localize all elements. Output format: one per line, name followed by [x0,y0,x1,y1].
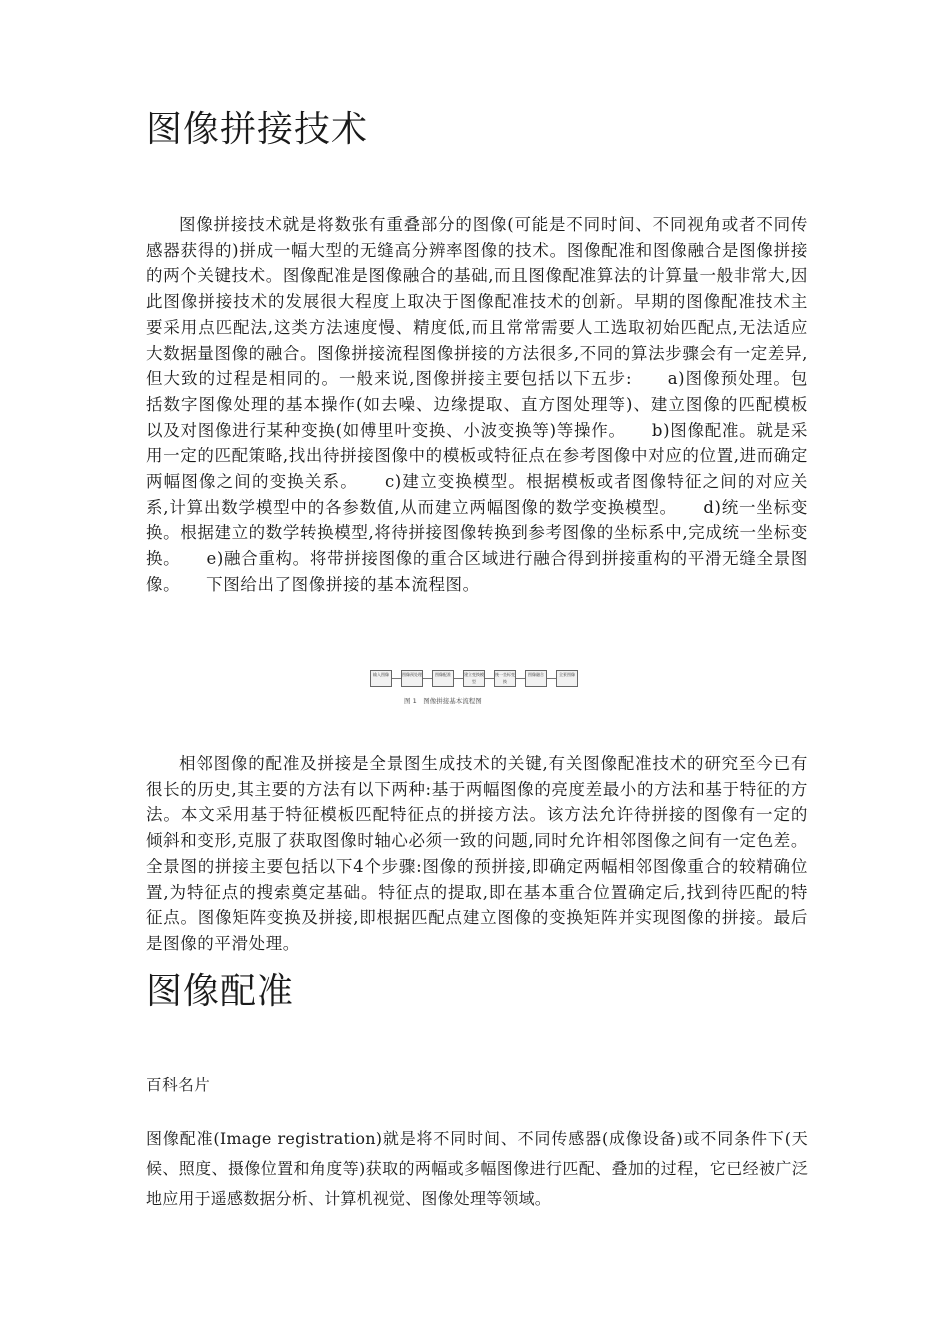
paragraph-panorama-registration: 相邻图像的配准及拼接是全景图生成技术的关键,有关图像配准技术的研究至今已有很长的历史,其主要的方法有以下两种:基于两幅图像的亮度差最小的方法和基于特征的方法。本文采用基于特征模板匹配特征点的拼接方法。该方法允许待拼接的图像有一定的倾斜和变形,克服了获取图像时轴心必须一致的问题,同时允许相邻图像之间有一定色差。全景图的拼接主要包括以下4个步骤:图像的预拼接,即确定两幅相邻图像重合的较精确位置,为特征点的搜索奠定基础。特征点的提取,即在基本重合位置确定后,找到待匹配的特征点。图像矩阵变换及拼接,即根据匹配点建立图像的变换矩阵并实现图像的拼接。最后是图像的平滑处理。 [146,754,808,953]
flowchart-step-registration: 图像配准 [432,670,454,687]
flowchart-arrow [423,678,432,679]
flowchart-arrow [392,678,401,679]
flowchart-arrow [485,678,494,679]
paragraph-image-registration-definition: 图像配准(Image registration)就是将不同时间、不同传感器(成像设备)或不同条件下(天候、照度、摄像位置和角度等)获取的两幅或多幅图像进行匹配、叠加的过程，它已经被广泛地应用于遥感数据分析、计算机视觉、图像处理等领域。 [146,1129,808,1208]
encyclopedia-card-label: 百科名片 [146,1076,211,1094]
flowchart-step-fusion: 图像融合 [525,670,547,687]
flowchart-row [370,670,580,688]
paragraph-image-stitching-intro: 图像拼接技术就是将数张有重叠部分的图像(可能是不同时间、不同视角或者不同传感器获得的)拼成一幅大型的无缝高分辨率图像的技术。图像配准和图像融合是图像拼接的两个关键技术。图像配准是图像融合的基础,而且图像配准算法的计算量一般非常大,因此图像拼接技术的发展很大程度上取决于图像配准技术的创新。早期的图像配准技术主要采用点匹配法,这类方法速度慢、精度低,而且常常需要人工选取初始匹配点,无法适应大数据量图像的融合。图像拼接流程图像拼接的方法很多,不同的算法步骤会有一定差异,但大致的过程是相同的。一般来说,图像拼接主要包括以下五步: a)图像预处理。包括数字图像处理的基本操作(如去噪、边缘提取、直方图处理等)、建立图像的匹配模板以及对图像进行某种变换(如傅里叶变换、小波变换等)等操作。 b)图像配准。就是采用一定的匹配策略,找出待拼接图像中的模板或特征点在参考图像中对应的位置,进而确定两幅图像之间的变换关系。 c)建立变换模型。根据模板或者图像特征之间的对应关系,计算出数学模型中的各参数值,从而建立两幅图像的数学变换模型。 d)统一坐标变换。根据建立的数学转换模型,将待拼接图像转换到参考图像的坐标系中,完成统一坐标变换。 e)融合重构。将带拼接图像的重合区域进行融合得到拼接重构的平滑无缝全景图像。 下图给出了图像拼接的基本流程图。 [146,215,808,594]
flowchart-caption: 图 1 图像拼接基本流程图 [404,697,482,705]
flowchart-step-input: 输入图像 [370,670,392,687]
flowchart-arrow [454,678,463,679]
section-title-image-stitching: 图像拼接技术 [146,109,369,150]
flowchart-step-panorama: 全景图像 [556,670,578,687]
flowchart-arrow [516,678,525,679]
flowchart-step-preprocess: 图像预处理 [401,670,423,687]
section-title-image-registration: 图像配准 [146,971,295,1012]
flowchart-arrow [547,678,556,679]
flowchart-step-transform-model: 建立变换模型 [463,670,485,687]
flowchart-figure [370,670,580,708]
flowchart-step-coordinate-transform: 统一坐标变换 [494,670,516,687]
